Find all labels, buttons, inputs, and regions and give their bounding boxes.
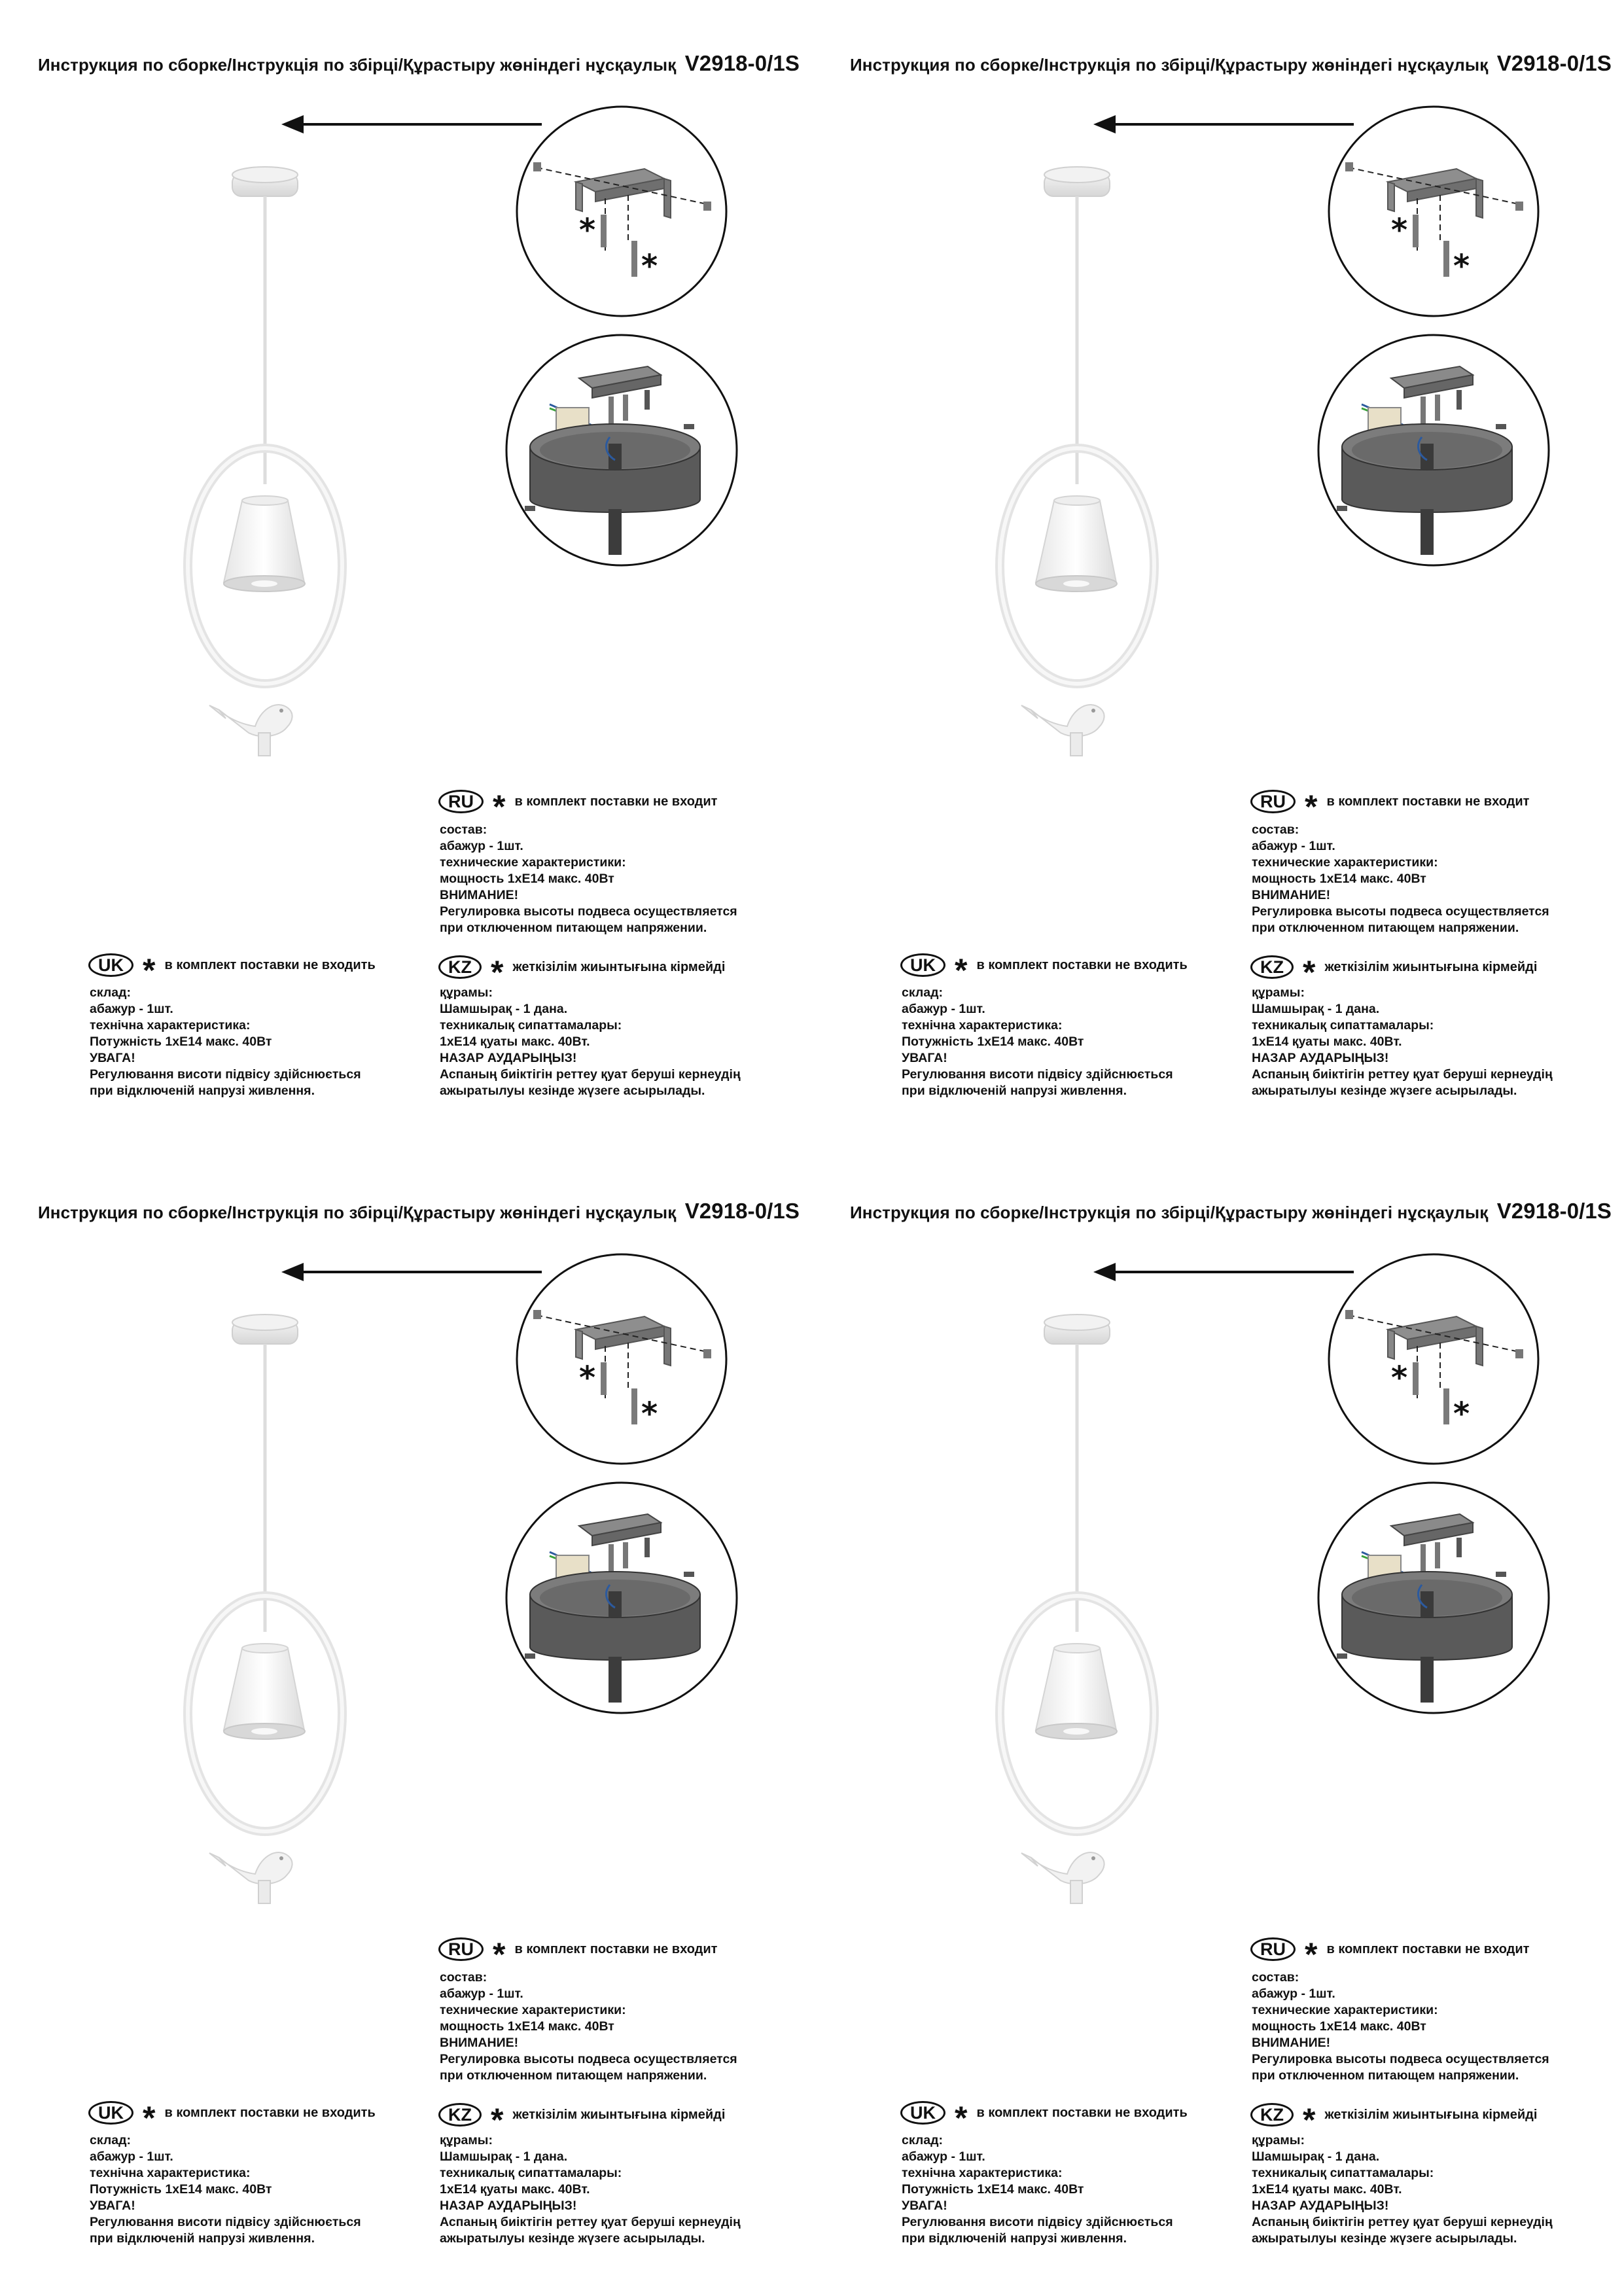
asterisk-icon: * xyxy=(955,952,968,989)
ru-line: мощность 1хЕ14 макс. 40Вт xyxy=(440,2019,614,2034)
ru-badge: RU xyxy=(438,790,484,813)
uk-line: склад: xyxy=(90,985,131,1000)
kz-line: техникалық сипаттамалары: xyxy=(440,1018,622,1033)
uk-line: Потужність 1хЕ14 макс. 40Вт xyxy=(902,2182,1084,2197)
uk-line: технічна характеристика: xyxy=(90,1018,251,1033)
canopy-wiring-illustration xyxy=(504,1480,739,1716)
kz-line: Шамшырақ - 1 дана. xyxy=(440,1002,568,1016)
uk-line: УВАГА! xyxy=(902,1051,947,1065)
asterisk-icon: * xyxy=(493,1936,506,1973)
asterisk-icon: * xyxy=(579,1360,596,1396)
uk-text-block xyxy=(902,985,1173,1099)
uk-note: в комплект поставки не входить xyxy=(164,957,376,972)
asterisk-icon: * xyxy=(1453,248,1470,285)
uk-line: при відключеній напрузі живлення. xyxy=(902,2231,1127,2246)
ru-line: состав: xyxy=(440,822,487,837)
kz-line: техникалық сипаттамалары: xyxy=(440,2166,622,2180)
pendant-lamp-illustration xyxy=(157,157,393,811)
uk-badge: UK xyxy=(900,2101,945,2125)
arrow-left-icon xyxy=(281,1259,543,1285)
kz-line: техникалық сипаттамалары: xyxy=(1252,2166,1434,2180)
ru-line: при отключенном питающем напряжении. xyxy=(440,2068,707,2083)
uk-line: технічна характеристика: xyxy=(902,2166,1063,2180)
model-code: V2918-0/1S xyxy=(684,51,800,75)
ru-line: абажур - 1шт. xyxy=(1252,839,1335,853)
ru-line: при отключенном питающем напряжении. xyxy=(1252,2068,1519,2083)
title-text: Инструкция по сборке/Інструкція по збірці/Құрастыру жөніндегі нұсқаулық xyxy=(38,1203,677,1222)
kz-line: құрамы: xyxy=(440,2133,493,2147)
ru-badge: RU xyxy=(438,1937,484,1961)
kz-line: ажыратылуы кезінде жүзеге асырылады. xyxy=(440,2231,705,2246)
uk-line: абажур - 1шт. xyxy=(90,1002,173,1016)
ru-line: состав: xyxy=(440,1970,487,1985)
kz-line: Шамшырақ - 1 дана. xyxy=(440,2149,568,2164)
ru-line: Регулировка высоты подвеса осуществляется xyxy=(1252,904,1549,919)
ru-line: технические характеристики: xyxy=(440,855,626,870)
pendant-lamp-illustration xyxy=(969,1305,1205,1959)
uk-text-block xyxy=(90,2132,361,2247)
ru-text-block xyxy=(1252,1969,1549,2084)
uk-text-block xyxy=(902,2132,1173,2247)
kz-line: НАЗАР АУДАРЫҢЫЗ! xyxy=(1252,1051,1389,1065)
asterisk-icon: * xyxy=(1305,1936,1318,1973)
ru-line: ВНИМАНИЕ! xyxy=(1252,888,1331,902)
ru-note: в комплект поставки не входит xyxy=(1326,1941,1530,1956)
asterisk-icon: * xyxy=(493,788,506,825)
instruction-panel xyxy=(0,1148,812,2295)
uk-header xyxy=(900,2100,1188,2136)
ru-line: мощность 1хЕ14 макс. 40Вт xyxy=(1252,2019,1426,2034)
bracket-detail-illustration xyxy=(1326,103,1542,319)
arrow-left-icon xyxy=(1093,1259,1355,1285)
ru-line: технические характеристики: xyxy=(1252,2003,1438,2017)
asterisk-icon: * xyxy=(491,2102,504,2138)
kz-line: НАЗАР АУДАРЫҢЫЗ! xyxy=(440,1051,577,1065)
kz-line: ажыратылуы кезінде жүзеге асырылады. xyxy=(1252,2231,1517,2246)
asterisk-icon: * xyxy=(1303,954,1316,991)
arrow-left-icon xyxy=(1093,111,1355,137)
pendant-lamp-illustration xyxy=(157,1305,393,1959)
kz-text-block xyxy=(1252,2132,1553,2247)
uk-line: склад: xyxy=(902,985,943,1000)
kz-header xyxy=(1250,954,1538,991)
asterisk-icon: * xyxy=(143,952,156,989)
uk-line: технічна характеристика: xyxy=(902,1018,1063,1033)
kz-text-block xyxy=(440,2132,741,2247)
ru-line: ВНИМАНИЕ! xyxy=(1252,2036,1331,2050)
uk-line: технічна характеристика: xyxy=(90,2166,251,2180)
uk-line: УВАГА! xyxy=(90,1051,135,1065)
kz-line: 1хЕ14 қуаты макс. 40Вт. xyxy=(1252,1034,1402,1049)
kz-line: құрамы: xyxy=(1252,2133,1305,2147)
asterisk-icon: * xyxy=(1391,212,1408,249)
ru-line: мощность 1хЕ14 макс. 40Вт xyxy=(1252,872,1426,886)
ru-text-block xyxy=(440,1969,737,2084)
uk-note: в комплект поставки не входить xyxy=(976,957,1188,972)
bracket-detail-illustration xyxy=(514,1251,730,1467)
ru-line: ВНИМАНИЕ! xyxy=(440,888,519,902)
uk-note: в комплект поставки не входить xyxy=(164,2105,376,2120)
kz-header xyxy=(438,2102,726,2138)
uk-line: Потужність 1хЕ14 макс. 40Вт xyxy=(902,1034,1084,1049)
kz-line: 1хЕ14 қуаты макс. 40Вт. xyxy=(440,1034,590,1049)
uk-line: при відключеній напрузі живлення. xyxy=(90,2231,315,2246)
ru-line: ВНИМАНИЕ! xyxy=(440,2036,519,2050)
pendant-lamp-illustration xyxy=(969,157,1205,811)
kz-note: жеткізілім жиынтығына кірмейді xyxy=(512,2107,726,2122)
ru-badge: RU xyxy=(1250,1937,1296,1961)
uk-line: Потужність 1хЕ14 макс. 40Вт xyxy=(90,2182,272,2197)
ru-note: в комплект поставки не входит xyxy=(514,794,718,809)
ru-line: абажур - 1шт. xyxy=(1252,1987,1335,2001)
canopy-wiring-illustration xyxy=(1316,1480,1551,1716)
ru-line: состав: xyxy=(1252,822,1299,837)
ru-note: в комплект поставки не входит xyxy=(1326,794,1530,809)
uk-line: Регулювання висоти підвісу здійснюється xyxy=(90,1067,361,1082)
kz-badge: KZ xyxy=(438,955,482,979)
instruction-panel xyxy=(812,0,1624,1148)
ru-line: Регулировка высоты подвеса осуществляется xyxy=(1252,2052,1549,2066)
kz-line: Шамшырақ - 1 дана. xyxy=(1252,1002,1380,1016)
ru-line: при отключенном питающем напряжении. xyxy=(440,921,707,935)
model-code: V2918-0/1S xyxy=(1496,1199,1612,1223)
ru-badge: RU xyxy=(1250,790,1296,813)
asterisk-icon: * xyxy=(1305,788,1318,825)
ru-line: мощность 1хЕ14 макс. 40Вт xyxy=(440,872,614,886)
kz-line: Аспаның биіктігін реттеу қуат беруші кернеудің xyxy=(1252,1067,1553,1082)
ru-header xyxy=(1250,1936,1530,1973)
ru-line: при отключенном питающем напряжении. xyxy=(1252,921,1519,935)
title-text: Инструкция по сборке/Інструкція по збірці/Құрастыру жөніндегі нұсқаулық xyxy=(850,55,1489,75)
asterisk-icon: * xyxy=(641,1396,658,1432)
ru-header xyxy=(438,788,718,825)
kz-line: Аспаның биіктігін реттеу қуат беруші кернеудің xyxy=(1252,2215,1553,2229)
uk-line: Регулювання висоти підвісу здійснюється xyxy=(902,2215,1173,2229)
uk-line: абажур - 1шт. xyxy=(902,1002,985,1016)
model-code: V2918-0/1S xyxy=(684,1199,800,1223)
asterisk-icon: * xyxy=(1391,1360,1408,1396)
uk-note: в комплект поставки не входить xyxy=(976,2105,1188,2120)
ru-line: Регулировка высоты подвеса осуществляется xyxy=(440,2052,737,2066)
uk-line: УВАГА! xyxy=(902,2199,947,2213)
uk-line: УВАГА! xyxy=(90,2199,135,2213)
asterisk-icon: * xyxy=(143,2100,156,2136)
uk-line: склад: xyxy=(902,2133,943,2147)
kz-line: 1хЕ14 қуаты макс. 40Вт. xyxy=(440,2182,590,2197)
uk-line: при відключеній напрузі живлення. xyxy=(902,1084,1127,1098)
kz-line: техникалық сипаттамалары: xyxy=(1252,1018,1434,1033)
kz-text-block xyxy=(440,985,741,1099)
page-title xyxy=(38,51,800,76)
kz-note: жеткізілім жиынтығына кірмейді xyxy=(1324,2107,1538,2122)
uk-line: абажур - 1шт. xyxy=(902,2149,985,2164)
canopy-wiring-illustration xyxy=(504,332,739,568)
canopy-wiring-illustration xyxy=(1316,332,1551,568)
kz-line: Шамшырақ - 1 дана. xyxy=(1252,2149,1380,2164)
ru-text-block xyxy=(440,822,737,936)
page-title xyxy=(850,1199,1612,1224)
ru-line: абажур - 1шт. xyxy=(440,1987,523,2001)
ru-header xyxy=(1250,788,1530,825)
page-title xyxy=(850,51,1612,76)
kz-header xyxy=(1250,2102,1538,2138)
uk-line: Потужність 1хЕ14 макс. 40Вт xyxy=(90,1034,272,1049)
ru-header xyxy=(438,1936,718,1973)
uk-line: Регулювання висоти підвісу здійснюється xyxy=(90,2215,361,2229)
bracket-detail-illustration xyxy=(514,103,730,319)
kz-note: жеткізілім жиынтығына кірмейді xyxy=(1324,959,1538,974)
uk-badge: UK xyxy=(88,2101,133,2125)
bracket-detail-illustration xyxy=(1326,1251,1542,1467)
uk-badge: UK xyxy=(88,953,133,977)
uk-line: абажур - 1шт. xyxy=(90,2149,173,2164)
asterisk-icon: * xyxy=(955,2100,968,2136)
kz-line: ажыратылуы кезінде жүзеге асырылады. xyxy=(440,1084,705,1098)
kz-line: НАЗАР АУДАРЫҢЫЗ! xyxy=(1252,2199,1389,2213)
asterisk-icon: * xyxy=(491,954,504,991)
title-text: Инструкция по сборке/Інструкція по збірці/Құрастыру жөніндегі нұсқаулық xyxy=(38,55,677,75)
uk-badge: UK xyxy=(900,953,945,977)
uk-header xyxy=(88,2100,376,2136)
page-title xyxy=(38,1199,800,1224)
uk-line: склад: xyxy=(90,2133,131,2147)
kz-line: Аспаның биіктігін реттеу қуат беруші кернеудің xyxy=(440,1067,741,1082)
instruction-panel xyxy=(0,0,812,1148)
kz-badge: KZ xyxy=(438,2103,482,2127)
kz-line: НАЗАР АУДАРЫҢЫЗ! xyxy=(440,2199,577,2213)
model-code: V2918-0/1S xyxy=(1496,51,1612,75)
uk-line: при відключеній напрузі живлення. xyxy=(90,1084,315,1098)
title-text: Инструкция по сборке/Інструкція по збірці/Құрастыру жөніндегі нұсқаулық xyxy=(850,1203,1489,1222)
asterisk-icon: * xyxy=(1303,2102,1316,2138)
asterisk-icon: * xyxy=(579,212,596,249)
ru-text-block xyxy=(1252,822,1549,936)
kz-line: құрамы: xyxy=(1252,985,1305,1000)
kz-line: құрамы: xyxy=(440,985,493,1000)
arrow-left-icon xyxy=(281,111,543,137)
uk-line: Регулювання висоти підвісу здійснюється xyxy=(902,1067,1173,1082)
kz-badge: KZ xyxy=(1250,955,1294,979)
kz-text-block xyxy=(1252,985,1553,1099)
uk-header xyxy=(900,952,1188,989)
uk-header xyxy=(88,952,376,989)
ru-line: Регулировка высоты подвеса осуществляется xyxy=(440,904,737,919)
kz-line: 1хЕ14 қуаты макс. 40Вт. xyxy=(1252,2182,1402,2197)
instruction-panel xyxy=(812,1148,1624,2295)
uk-text-block xyxy=(90,985,361,1099)
ru-line: состав: xyxy=(1252,1970,1299,1985)
kz-note: жеткізілім жиынтығына кірмейді xyxy=(512,959,726,974)
ru-note: в комплект поставки не входит xyxy=(514,1941,718,1956)
ru-line: технические характеристики: xyxy=(1252,855,1438,870)
ru-line: абажур - 1шт. xyxy=(440,839,523,853)
kz-line: Аспаның биіктігін реттеу қуат беруші кернеудің xyxy=(440,2215,741,2229)
asterisk-icon: * xyxy=(1453,1396,1470,1432)
kz-badge: KZ xyxy=(1250,2103,1294,2127)
ru-line: технические характеристики: xyxy=(440,2003,626,2017)
asterisk-icon: * xyxy=(641,248,658,285)
kz-line: ажыратылуы кезінде жүзеге асырылады. xyxy=(1252,1084,1517,1098)
kz-header xyxy=(438,954,726,991)
